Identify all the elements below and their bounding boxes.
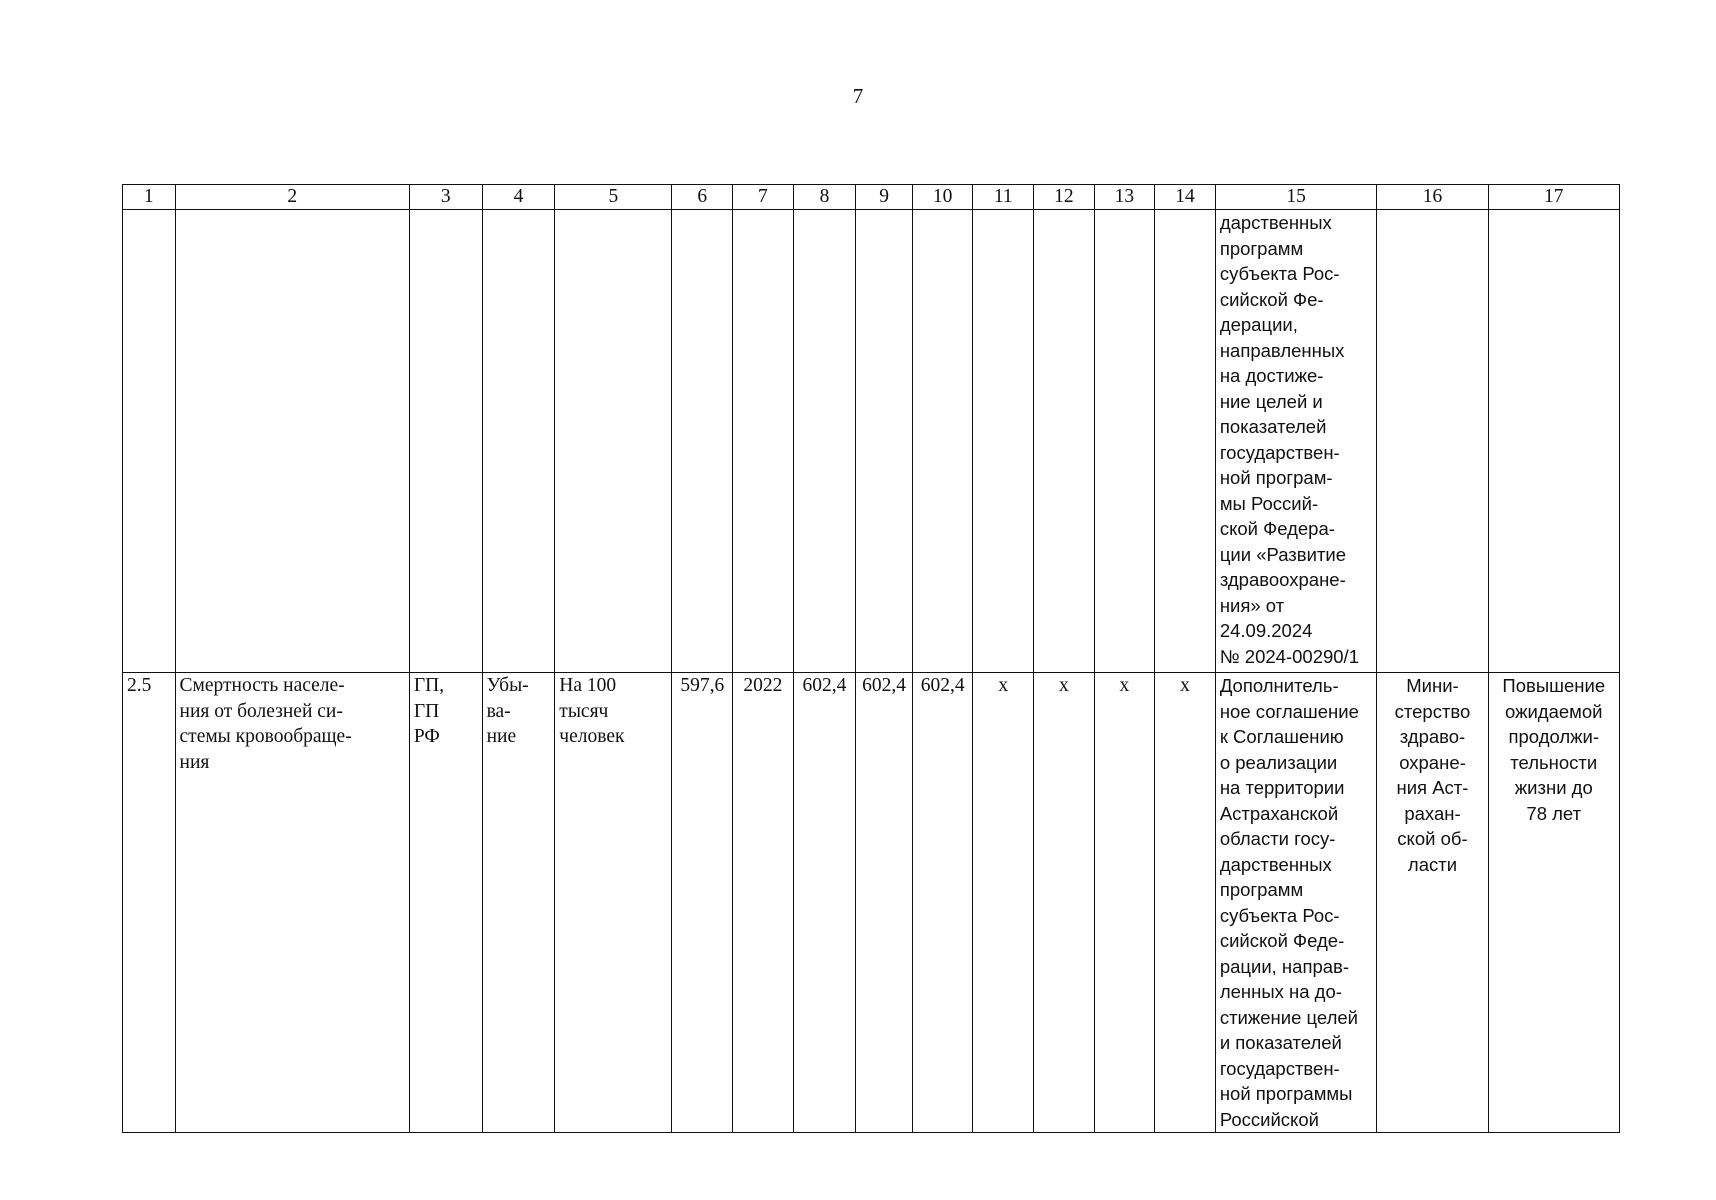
table-cell: [973, 210, 1034, 673]
column-header: 5: [555, 185, 672, 210]
table-cell: [1488, 210, 1619, 673]
table-row-continuation: [123, 210, 1620, 673]
value-col-9: 602,4: [856, 673, 913, 1133]
column-header: 6: [672, 185, 733, 210]
value-col-12: x: [1034, 673, 1095, 1133]
value-col-8: 602,4: [793, 673, 856, 1133]
table-cell: [912, 210, 973, 673]
unit-of-measure: На 100 тысяч человек: [555, 673, 672, 1133]
table-cell: [1377, 210, 1488, 673]
base-value: 597,6: [672, 673, 733, 1133]
agreement-continuation-text: дарственных программ субъекта Рос- сийской Фе- дерации, направленных на достиже- ние целей и показателей государствен- ной програм- мы Россий- ской Федера- ции «Развитие здравоохране- ния» от 24.09.2024 № 2024-00290/1: [1215, 210, 1377, 673]
row-number: 2.5: [123, 673, 176, 1133]
value-col-10: 602,4: [912, 673, 973, 1133]
column-header: 16: [1377, 185, 1488, 210]
indicator-level: ГП, ГП РФ: [409, 673, 482, 1133]
column-header: 11: [973, 185, 1034, 210]
column-header: 12: [1034, 185, 1095, 210]
column-header: 7: [733, 185, 794, 210]
column-header: 13: [1094, 185, 1155, 210]
table-cell: [1034, 210, 1095, 673]
related-goal: Повышение ожидаемой продолжи- тельности жизни до 78 лет: [1488, 673, 1619, 1133]
agreement-document: Дополнитель- ное соглашение к Соглашению о реализации на территории Астраханской области госу- дарственных программ субъекта Рос- сийской Феде- рации, направ- ленных на до- стижение целей и показателей государствен- ной программы Российской: [1215, 673, 1377, 1133]
table-cell: [123, 210, 176, 673]
column-header: 15: [1215, 185, 1377, 210]
column-header: 2: [175, 185, 409, 210]
responsible-ministry: Мини- стерство здраво- охране- ния Аст- рахан- ской об- ласти: [1377, 673, 1488, 1133]
column-header: 8: [793, 185, 856, 210]
table-cell: [1094, 210, 1155, 673]
table-cell: [1155, 210, 1216, 673]
value-col-13: x: [1094, 673, 1155, 1133]
value-col-11: x: [973, 673, 1034, 1133]
column-number-row: [123, 185, 1620, 210]
indicator-name: Смертность населе- ния от болезней си- стемы кровообраще- ния: [175, 673, 409, 1133]
page-number: 7: [852, 84, 864, 108]
base-year: 2022: [733, 673, 794, 1133]
column-header: 17: [1488, 185, 1619, 210]
table-cell: [482, 210, 555, 673]
table-cell: [856, 210, 913, 673]
indicator-trend: Убы- ва- ние: [482, 673, 555, 1133]
indicators-table: [122, 184, 1620, 1133]
column-header: 9: [856, 185, 913, 210]
column-header: 1: [123, 185, 176, 210]
value-col-14: x: [1155, 673, 1216, 1133]
table-cell: [793, 210, 856, 673]
table-cell: [175, 210, 409, 673]
column-header: 14: [1155, 185, 1216, 210]
column-header: 3: [409, 185, 482, 210]
column-header: 4: [482, 185, 555, 210]
column-header: 10: [912, 185, 973, 210]
table-cell: [733, 210, 794, 673]
table-cell: [555, 210, 672, 673]
table-cell: [672, 210, 733, 673]
table-row-2-5: [123, 673, 1620, 1133]
table-cell: [409, 210, 482, 673]
